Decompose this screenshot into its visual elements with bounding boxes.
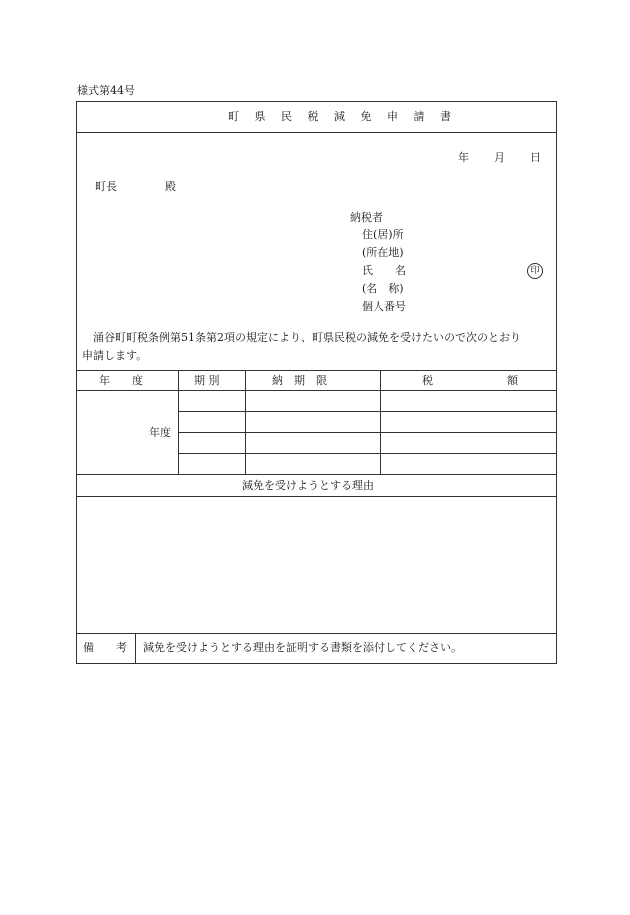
header-tax-amount-right: 額 bbox=[507, 374, 518, 387]
header-tax-amount-left: 税 bbox=[422, 374, 433, 387]
addressee-mayor: 町長 bbox=[95, 180, 117, 193]
corp-name-label: (名 称) bbox=[362, 282, 404, 295]
table-header-line bbox=[76, 390, 557, 391]
reason-header-line bbox=[76, 496, 557, 497]
remarks-text: 減免を受けようとする理由を証明する書類を添付してください。 bbox=[143, 641, 462, 654]
table-col-line bbox=[380, 370, 381, 474]
individual-number-label: 個人番号 bbox=[362, 300, 406, 313]
location-label: (所在地) bbox=[362, 246, 404, 259]
table-col-line bbox=[245, 370, 246, 474]
reason-header: 減免を受けようとする理由 bbox=[242, 479, 374, 492]
form-number: 様式第44号 bbox=[77, 84, 135, 97]
fiscal-year-suffix: 年度 bbox=[149, 426, 171, 439]
header-period: 期 別 bbox=[194, 374, 220, 387]
address-label: 住(居)所 bbox=[362, 228, 404, 241]
date-day-label: 日 bbox=[530, 151, 541, 164]
remarks-top-line bbox=[76, 633, 557, 634]
form-title: 町 県 民 税 減 免 申 請 書 bbox=[228, 110, 457, 123]
header-deadline: 納 期 限 bbox=[272, 374, 327, 387]
statement-line-2: 申請します。 bbox=[82, 349, 148, 362]
name-label: 氏 名 bbox=[362, 264, 406, 277]
date-year-label: 年 bbox=[458, 151, 469, 164]
statement-line-1: 涌谷町町税条例第51条第2項の規定により、町県民税の減免を受けたいので次のとおり bbox=[93, 331, 521, 344]
table-row-line bbox=[178, 411, 557, 412]
table-col-line bbox=[178, 370, 179, 474]
table-bottom-line bbox=[76, 474, 557, 475]
remarks-divider bbox=[135, 633, 136, 664]
date-month-label: 月 bbox=[494, 151, 505, 164]
seal-mark: 印 bbox=[527, 263, 543, 279]
remarks-label: 備 考 bbox=[83, 641, 127, 654]
table-row-line bbox=[178, 432, 557, 433]
addressee-honorific: 殿 bbox=[165, 180, 176, 193]
taxpayer-label: 納税者 bbox=[350, 211, 383, 224]
title-divider bbox=[76, 132, 557, 133]
table-top-line bbox=[76, 370, 557, 371]
table-row-line bbox=[178, 453, 557, 454]
header-fiscal-year: 年 度 bbox=[99, 374, 143, 387]
